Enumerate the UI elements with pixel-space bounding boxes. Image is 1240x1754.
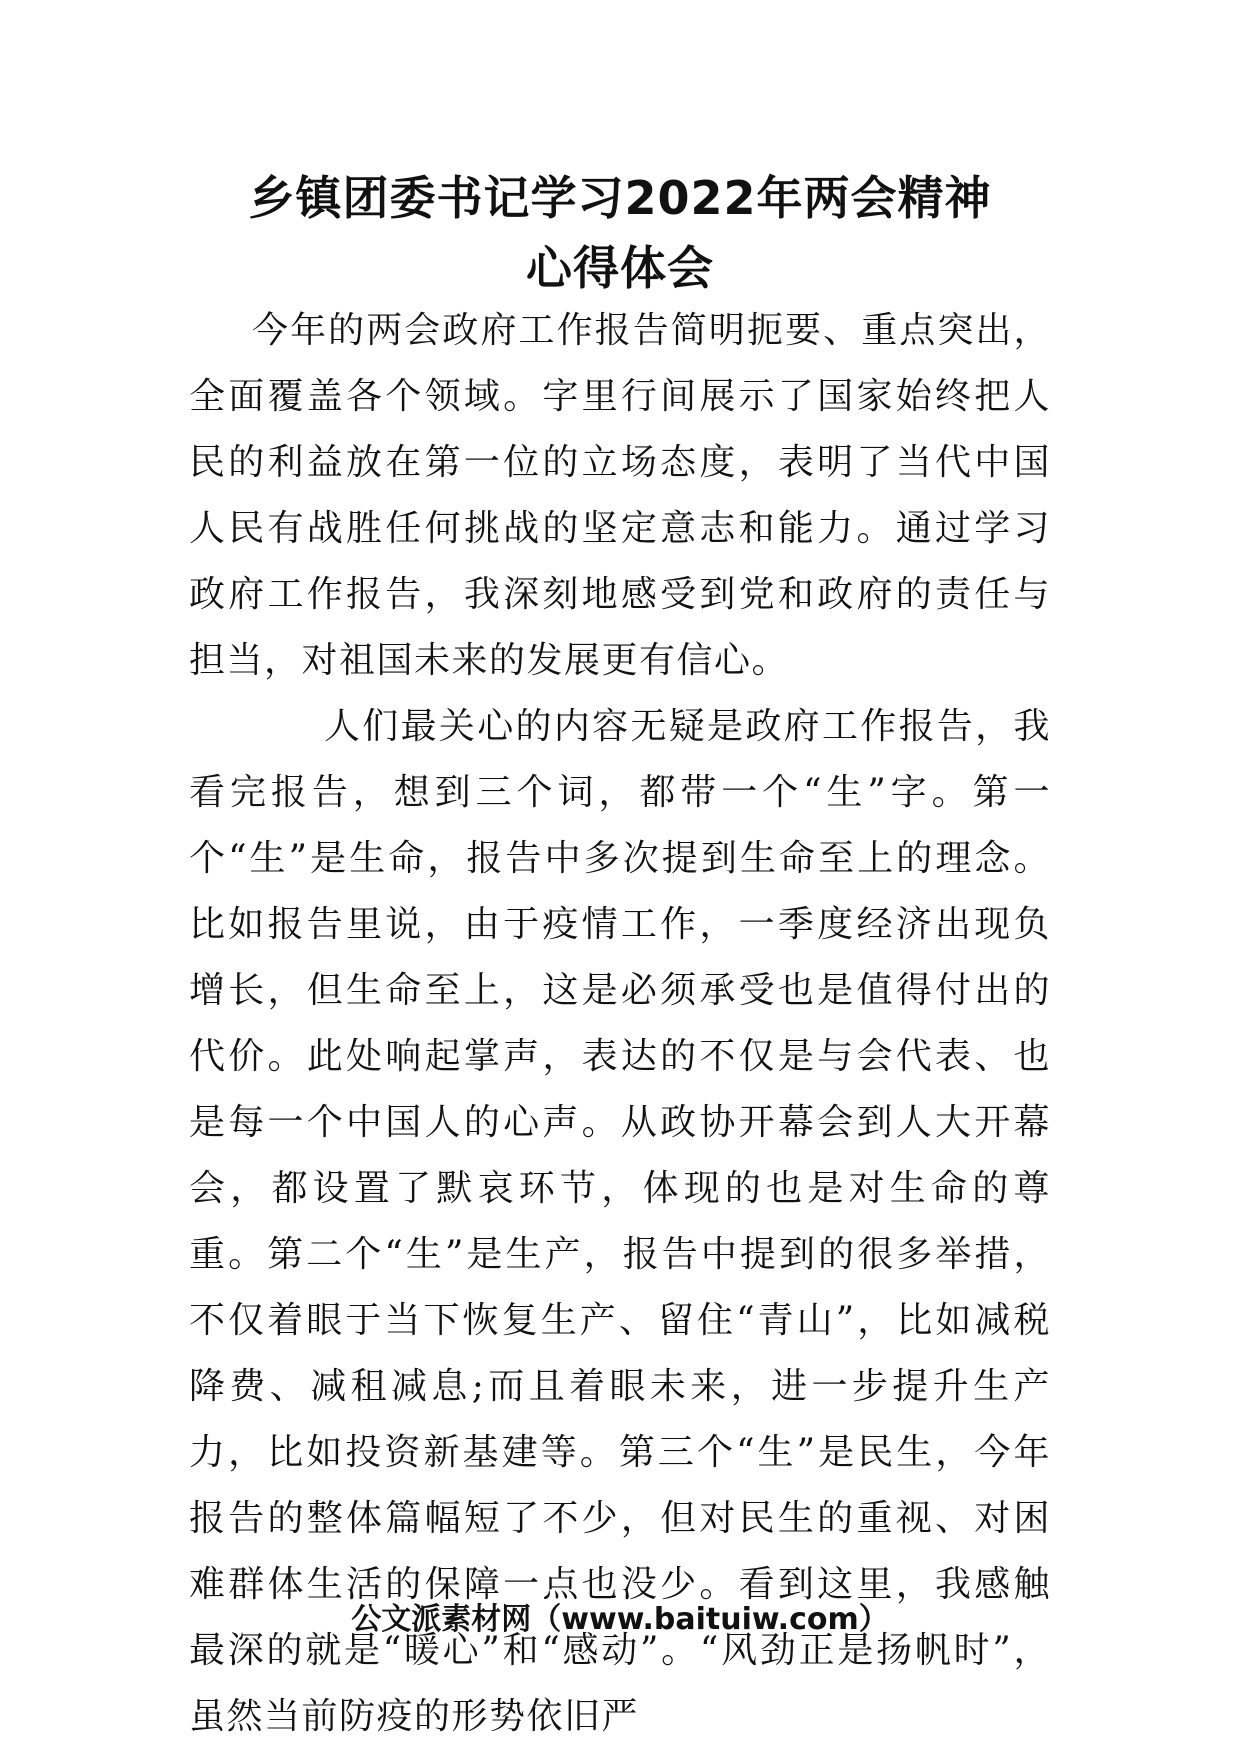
paragraph-1: 今年的两会政府工作报告简明扼要、重点突出，全面覆盖各个领域。字里行间展示了国家始终把人民的利益放在第一位的立场态度，表明了当代中国人民有战胜任何挑战的坚定意志和能力。通过学习政府工作报告，我深刻地感受到党和政府的责任与担当，对祖国未来的发展更有信心。: [189, 310, 1051, 681]
document-title: 乡镇团委书记学习2022年两会精神: [248, 171, 992, 225]
document-subtitle: 心得体会: [526, 241, 714, 295]
footer-source: 公文派素材网（www.baituiw.com）: [351, 1602, 889, 1637]
paragraph-2: 人们最关心的内容无疑是政府工作报告，我看完报告，想到三个词，都带一个“生”字。第一个“生”是生命，报告中多次提到生命至上的理念。比如报告里说，由于疫情工作，一季度经济出现负增长，但生命至上，这是必须承受也是值得付出的代价。此处响起掌声，表达的不仅是与会代表、也是每一个中国人的心声。从政协开幕会到人大开幕会，都设置了默哀环节，体现的也是对生命的尊重。第二个“生”是生产，报告中提到的很多举措，不仅着眼于当下恢复生产、留住“青山”，比如减税降费、减租减息;而且着眼未来，进一步提升生产力，比如投资新基建等。第三个“生”是民生，今年报告的整体篇幅短了不少，但对民生的重视、对困难群体生活的保障一点也没少。看到这里，我感触最深的就是“暖心”和“感动”。“风劲正是扬帆时”，虽然当前防疫的形势依旧严: [189, 706, 1051, 1737]
